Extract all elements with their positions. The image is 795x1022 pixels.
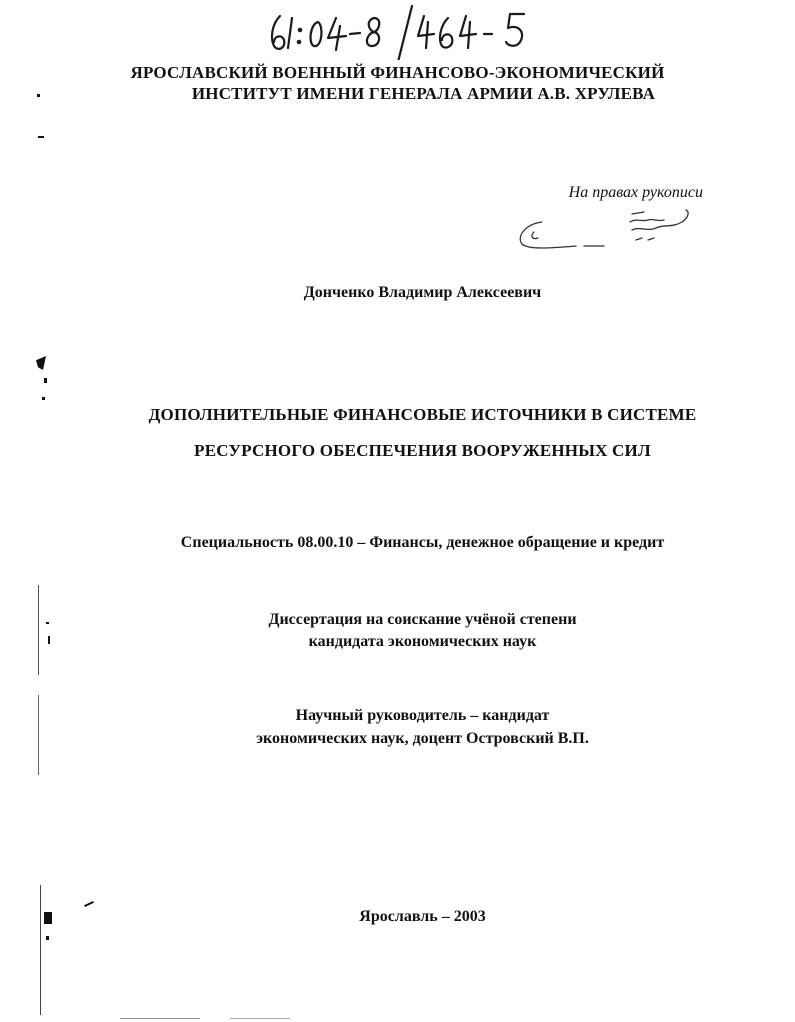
- scan-edge: [230, 1018, 290, 1019]
- title-line-1: ДОПОЛНИТЕЛЬНЫЕ ФИНАНСОВЫЕ ИСТОЧНИКИ В СИСТЕМЕ: [148, 405, 697, 424]
- degree-statement: [0, 609, 795, 653]
- scan-speck: [48, 636, 50, 644]
- scan-speck: [37, 94, 40, 97]
- scan-speck: [38, 136, 44, 138]
- degree-line-2: кандидата экономических наук: [308, 633, 537, 650]
- institute-line-2: ИНСТИТУТ ИМЕНИ ГЕНЕРАЛА АРМИИ А.В. ХРУЛЕВА: [191, 84, 656, 103]
- dissertation-title: [0, 397, 795, 469]
- binding-line: [38, 695, 39, 775]
- signature-scribble: [512, 208, 702, 260]
- scan-edge: [120, 1018, 200, 1019]
- degree-line-1: Диссертация на соискание учёной степени: [268, 611, 577, 628]
- manuscript-rights-note: На правах рукописи: [568, 184, 703, 201]
- institute-line-1: ЯРОСЛАВСКИЙ ВОЕННЫЙ ФИНАНСОВО-ЭКОНОМИЧЕСКИЙ: [130, 63, 665, 82]
- scan-blot: [44, 912, 52, 924]
- binding-line: [38, 585, 39, 675]
- scan-speck: [42, 397, 45, 400]
- supervisor-line-2: экономических наук, доцент Островский В.П.: [256, 730, 589, 747]
- handwritten-archive-code: [262, 4, 552, 60]
- scan-speck: [84, 901, 94, 907]
- scientific-supervisor: [0, 704, 795, 750]
- scan-speck: [46, 936, 49, 940]
- scan-blot: [36, 356, 46, 370]
- scan-speck: [46, 622, 49, 624]
- author-name: Донченко Владимир Алексеевич: [303, 284, 542, 301]
- binding-line: [40, 885, 41, 1015]
- scan-speck: [44, 378, 47, 383]
- supervisor-line-1: Научный руководитель – кандидат: [295, 707, 550, 724]
- institute-name: [0, 62, 795, 104]
- title-line-2: РЕСУРСНОГО ОБЕСПЕЧЕНИЯ ВООРУЖЕННЫХ СИЛ: [194, 441, 651, 460]
- speciality: Специальность 08.00.10 – Финансы, денежное обращение и кредит: [180, 534, 665, 551]
- city-year: Ярославль – 2003: [359, 908, 486, 925]
